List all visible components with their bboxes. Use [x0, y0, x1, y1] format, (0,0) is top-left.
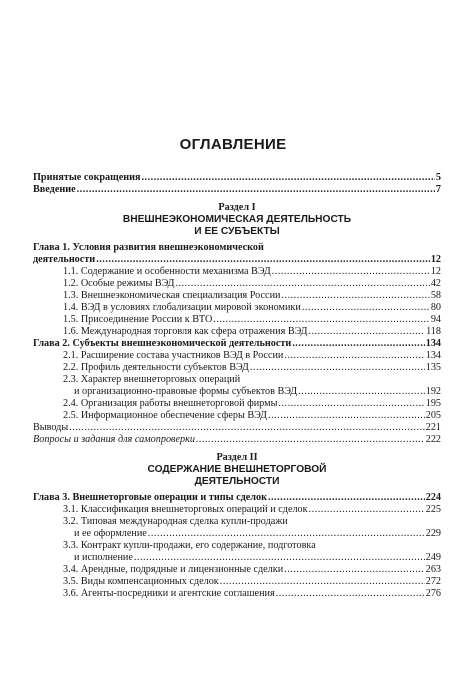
toc-entry-2-1[interactable] [63, 350, 441, 362]
entry-text: 1.6. Международная торговля как сфера отражения ВЭД [63, 326, 308, 337]
entry-text: 3.6. Агенты-посредники и агентские соглашения [63, 588, 275, 599]
leader-dots [250, 362, 425, 374]
toc-list [33, 172, 441, 600]
toc-entry-questions[interactable] [33, 434, 441, 446]
leader-dots [196, 434, 425, 446]
entry-text: 2.2. Профиль деятельности субъектов ВЭД [63, 362, 249, 373]
entry-page: 5 [435, 172, 441, 183]
leader-dots [142, 172, 435, 184]
toc-entry-1-5[interactable] [63, 314, 441, 326]
leader-dots [272, 266, 430, 278]
toc-entry-abbreviations[interactable] [33, 172, 441, 184]
entry-page: 94 [430, 314, 441, 325]
entry-page: 249 [425, 552, 441, 563]
toc-entry-1-3[interactable] [63, 290, 441, 302]
entry-text: Глава 2. Субъекты внешнеэкономической деятельности [33, 338, 292, 349]
leader-dots [278, 398, 424, 410]
toc-entry-chapter-3[interactable] [33, 492, 441, 504]
entry-text: 3.1. Классификация внешнеторговых операций и сделок [63, 504, 308, 515]
toc-entry-2-2[interactable] [63, 362, 441, 374]
leader-dots [268, 492, 425, 504]
leader-dots [308, 326, 425, 338]
leader-dots [298, 386, 425, 398]
leader-dots [220, 576, 425, 588]
entry-text: 3.4. Арендные, подрядные и лицензионные сделки [63, 564, 284, 575]
leader-dots [69, 422, 425, 434]
toc-entry-1-2[interactable] [63, 278, 441, 290]
section-title-line2: ДЕЯТЕЛЬНОСТИ [194, 476, 280, 487]
entry-text: 1.4. ВЭД в условиях глобализации мировой экономики [63, 302, 301, 313]
entry-page: 134 [425, 338, 441, 349]
toc-entry-1-4[interactable] [63, 302, 441, 314]
entry-text-line2: и ее оформление [74, 528, 147, 539]
entry-text: Глава 3. Внешнеторговые операции и типы сделок [33, 492, 267, 503]
entry-page: 263 [425, 564, 441, 575]
toc-entry-1-1[interactable] [63, 266, 441, 278]
entry-text-line2: и исполнение [74, 552, 133, 563]
section-2-heading [33, 452, 441, 488]
entry-page: 135 [425, 362, 441, 373]
toc-entry-3-3[interactable] [63, 540, 441, 564]
entry-page: 222 [425, 434, 441, 445]
section-1-heading [33, 202, 441, 238]
leader-dots [148, 528, 425, 540]
toc-entry-1-6[interactable] [63, 326, 441, 338]
entry-text-line1: 3.2. Типовая международная сделка купли-продажи [63, 516, 288, 527]
entry-page: 7 [435, 184, 441, 195]
entry-page: 134 [425, 350, 441, 361]
leader-dots [134, 552, 425, 564]
section-title-line2: И ЕЕ СУБЪЕКТЫ [194, 226, 280, 237]
entry-text: 2.5. Информационное обеспечение сферы ВЭД [63, 410, 268, 421]
toc-entry-conclusions[interactable] [33, 422, 441, 434]
toc-entry-2-5[interactable] [63, 410, 441, 422]
toc-entry-2-3[interactable] [63, 374, 441, 398]
leader-dots [292, 338, 424, 350]
leader-dots [96, 254, 430, 266]
toc-entry-3-4[interactable] [63, 564, 441, 576]
entry-text: Принятые сокращения [33, 172, 141, 183]
leader-dots [77, 184, 435, 196]
leader-dots [281, 290, 429, 302]
toc-entry-3-5[interactable] [63, 576, 441, 588]
entry-text: Выводы [33, 422, 69, 433]
entry-page: 205 [425, 410, 441, 421]
entry-text-line1: 2.3. Характер внешнеторговых операций [63, 374, 241, 385]
entry-page: 118 [426, 326, 441, 337]
leader-dots [309, 504, 425, 516]
section-label: Раздел I [218, 202, 256, 213]
toc-entry-2-4[interactable] [63, 398, 441, 410]
entry-text: 1.2. Особые режимы ВЭД [63, 278, 175, 289]
entry-text: 3.5. Виды компенсационных сделок [63, 576, 219, 587]
entry-page: 12 [430, 266, 441, 277]
section-title-line1: ВНЕШНЕЭКОНОМИЧЕСКАЯ ДЕЯТЕЛЬНОСТЬ [122, 214, 352, 225]
toc-entry-chapter-1[interactable] [33, 242, 441, 266]
toc-entry-chapter-2[interactable] [33, 338, 441, 350]
entry-page: 42 [430, 278, 441, 289]
entry-text-line1: 3.3. Контракт купли-продажи, его содержание, подготовка [63, 540, 316, 551]
entry-page: 195 [425, 398, 441, 409]
section-title-line1: СОДЕРЖАНИЕ ВНЕШНЕТОРГОВОЙ [147, 464, 327, 475]
entry-text: Введение [33, 184, 76, 195]
entry-text: 1.1. Содержание и особенности механизма ВЭД [63, 266, 271, 277]
toc-entry-introduction[interactable] [33, 184, 441, 196]
toc-title: ОГЛАВЛЕНИЕ [179, 136, 287, 153]
entry-text: 2.4. Организация работы внешнеторговой фирмы [63, 398, 278, 409]
leader-dots [213, 314, 430, 326]
entry-page: 58 [430, 290, 441, 301]
entry-text: 2.1. Расширение состава участников ВЭД в России [63, 350, 284, 361]
entry-page: 12 [430, 254, 441, 265]
entry-page: 80 [430, 302, 441, 313]
entry-text-line1: Глава 1. Условия развития внешнеэкономической [33, 242, 264, 253]
entry-text-line2: деятельности [33, 254, 96, 265]
entry-text: Вопросы и задания для самопроверки [33, 434, 195, 445]
leader-dots [276, 588, 425, 600]
entry-page: 224 [425, 492, 441, 503]
leader-dots [284, 350, 424, 362]
entry-text: 1.5. Присоединение России к ВТО [63, 314, 213, 325]
entry-page: 276 [425, 588, 441, 599]
leader-dots [284, 564, 425, 576]
toc-entry-3-2[interactable] [63, 516, 441, 540]
leader-dots [175, 278, 429, 290]
entry-page: 225 [425, 504, 441, 515]
toc-entry-3-6[interactable] [63, 588, 441, 600]
entry-page: 272 [425, 576, 441, 587]
entry-text-line2: и организационно-правовые формы субъектов ВЭД [74, 386, 298, 397]
entry-text: 1.3. Внешнеэкономическая специализация России [63, 290, 281, 301]
leader-dots [302, 302, 430, 314]
entry-page: 229 [425, 528, 441, 539]
section-label: Раздел II [216, 452, 258, 463]
entry-page: 192 [425, 386, 441, 397]
leader-dots [268, 410, 425, 422]
toc-entry-3-1[interactable] [63, 504, 441, 516]
entry-page: 221 [425, 422, 441, 433]
